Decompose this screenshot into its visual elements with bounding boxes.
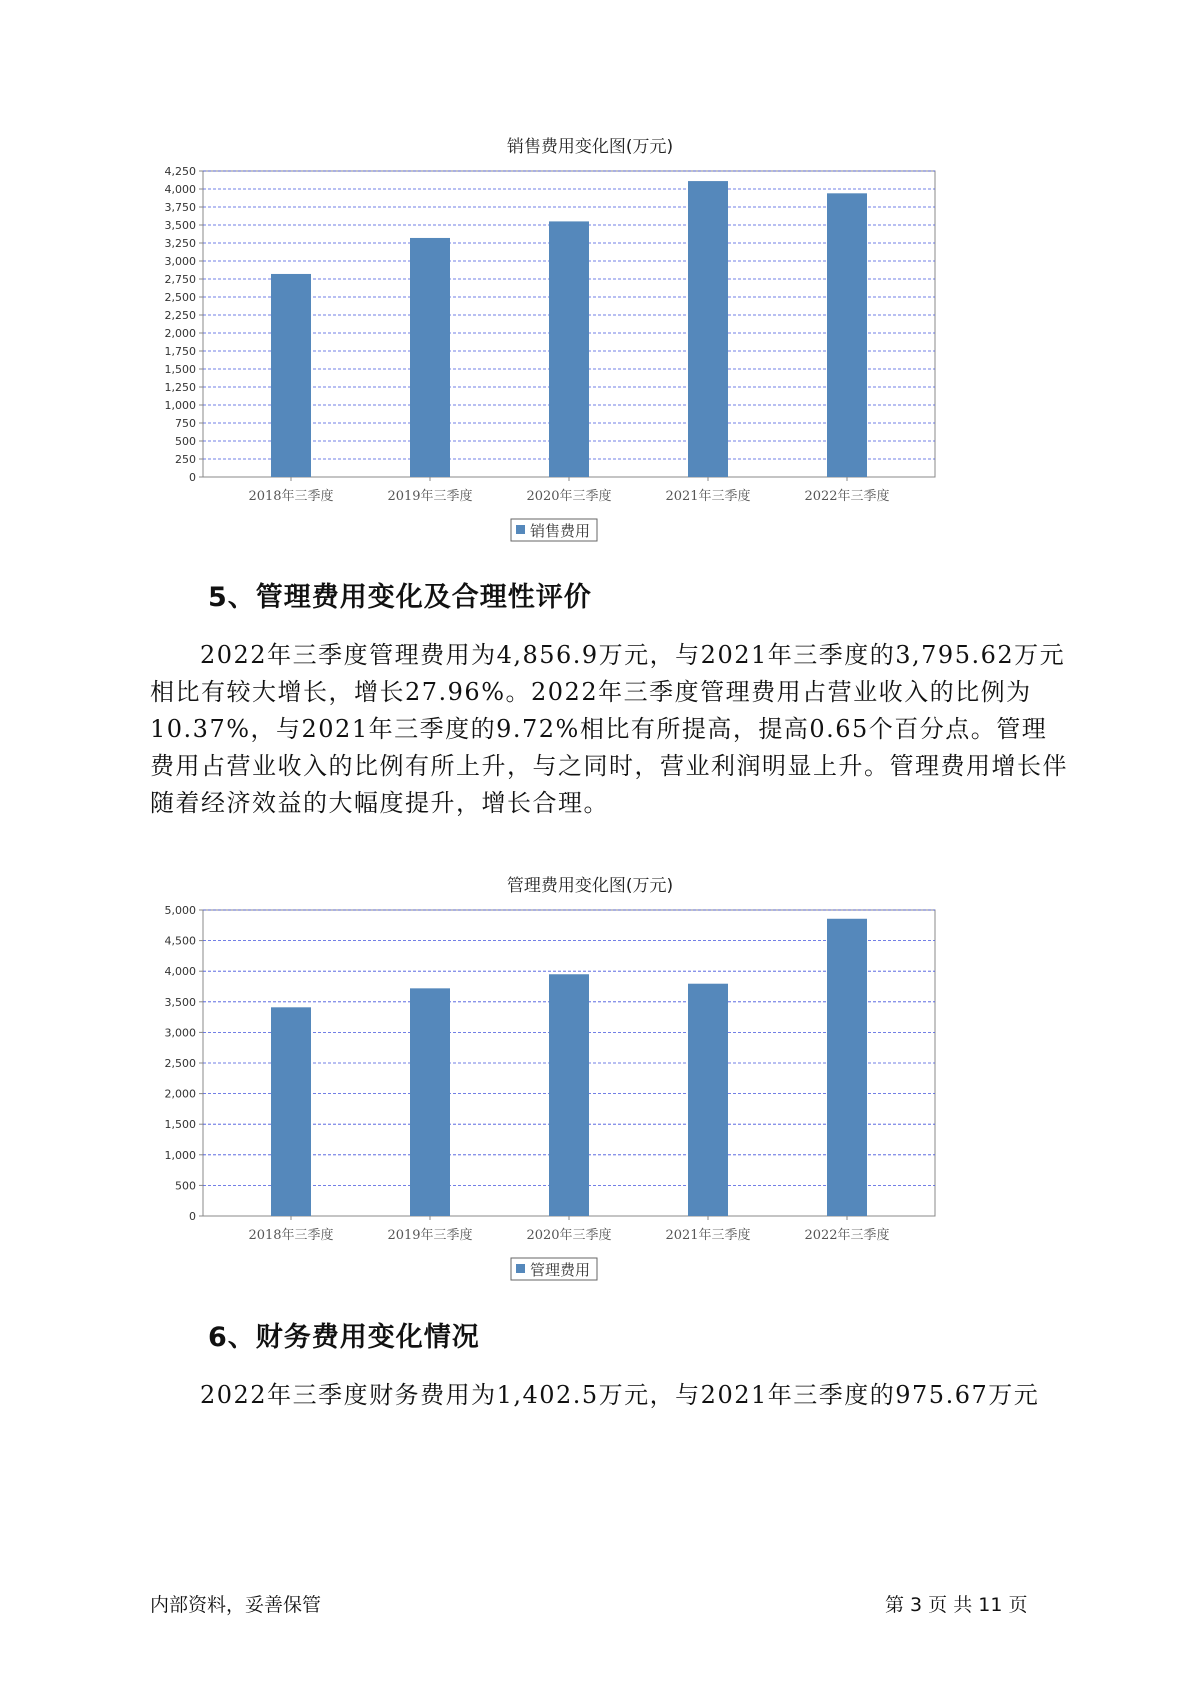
y-tick-label: 3,000 [164, 1026, 196, 1040]
y-tick-label: 2,750 [164, 273, 196, 286]
section6-paragraph [150, 1377, 1070, 1414]
footer-page-number: 第 3 页 共 11 页 [885, 1594, 1028, 1616]
y-tick-label: 2,250 [164, 309, 196, 322]
y-tick-label: 0 [189, 471, 196, 484]
bar-3 [549, 221, 589, 477]
section6-heading: 6、财务费用变化情况 [208, 1322, 480, 1353]
x-tick-label: 2020年三季度 [526, 489, 612, 504]
bar-1 [271, 274, 311, 477]
y-tick-label: 3,500 [164, 995, 196, 1009]
y-tick-label: 4,000 [164, 183, 196, 196]
bar-4 [688, 984, 728, 1216]
footer-left: 内部资料，妥善保管 [150, 1594, 322, 1616]
y-tick-label: 3,250 [164, 237, 196, 250]
bar-5 [827, 919, 867, 1216]
legend-label: 销售费用 [530, 522, 591, 540]
x-tick-label: 2020年三季度 [526, 1228, 612, 1243]
chart-title: 管理费用变化图(万元) [506, 876, 674, 896]
section5-heading: 5、管理费用变化及合理性评价 [208, 582, 592, 613]
chart-title: 销售费用变化图(万元) [506, 137, 674, 157]
y-tick-label: 1,000 [164, 1148, 196, 1162]
y-tick-label: 4,500 [164, 934, 196, 948]
y-tick-label: 750 [175, 417, 196, 430]
x-tick-label: 2019年三季度 [387, 1228, 473, 1243]
bar-3 [549, 974, 589, 1216]
sales-expense-chart [150, 122, 1030, 542]
y-tick-label: 3,750 [164, 201, 196, 214]
management-expense-chart [150, 861, 1030, 1281]
legend-swatch [516, 525, 525, 534]
y-tick-label: 3,500 [164, 219, 196, 232]
y-tick-label: 3,000 [164, 255, 196, 268]
bar-5 [827, 193, 867, 477]
legend-swatch [516, 1264, 525, 1273]
bar-4 [688, 181, 728, 477]
sales-expense-chart-svg [150, 122, 1030, 542]
y-tick-label: 5,000 [164, 904, 196, 917]
x-tick-label: 2018年三季度 [248, 1228, 334, 1243]
x-tick-label: 2022年三季度 [804, 1228, 890, 1243]
y-tick-label: 1,500 [164, 1118, 196, 1132]
y-tick-label: 2,500 [164, 291, 196, 304]
x-tick-label: 2021年三季度 [665, 489, 751, 504]
y-tick-label: 2,000 [164, 1087, 196, 1101]
management-expense-chart-svg [150, 861, 1030, 1281]
x-tick-label: 2021年三季度 [665, 1228, 751, 1243]
y-tick-label: 2,500 [164, 1057, 196, 1070]
section5-paragraph-text: 2022年三季度管理费用为4,856.9万元，与2021年三季度的3,795.62万元相比有较大增长，增长27.96%。2022年三季度管理费用占营业收入的比例为10.37%，与2021年三季度的9.72%相比有所提高，提高0.65个百分点。管理费用占营业收入的比例有所上升，与之同时，营业利润明显上升。管理费用增长伴随着经济效益的大幅度提升，增长合理。 [150, 641, 1068, 817]
section6-paragraph-text: 2022年三季度财务费用为1,402.5万元，与2021年三季度的975.67万元 [200, 1381, 1040, 1409]
y-tick-label: 500 [175, 435, 196, 448]
bar-2 [410, 238, 450, 477]
bar-2 [410, 988, 450, 1216]
x-tick-label: 2019年三季度 [387, 489, 473, 504]
y-tick-label: 1,250 [164, 381, 196, 394]
section5-paragraph [150, 637, 1070, 822]
y-tick-label: 0 [189, 1210, 196, 1223]
bar-1 [271, 1007, 311, 1216]
y-tick-label: 250 [175, 453, 196, 466]
y-tick-label: 4,000 [164, 965, 196, 979]
y-tick-label: 4,250 [164, 165, 196, 178]
y-tick-label: 2,000 [164, 327, 196, 340]
y-tick-label: 1,750 [164, 345, 196, 358]
x-tick-label: 2018年三季度 [248, 489, 334, 504]
legend-label: 管理费用 [530, 1261, 591, 1279]
y-tick-label: 500 [175, 1179, 196, 1193]
x-tick-label: 2022年三季度 [804, 489, 890, 504]
y-tick-label: 1,500 [164, 363, 196, 376]
y-tick-label: 1,000 [164, 399, 196, 412]
